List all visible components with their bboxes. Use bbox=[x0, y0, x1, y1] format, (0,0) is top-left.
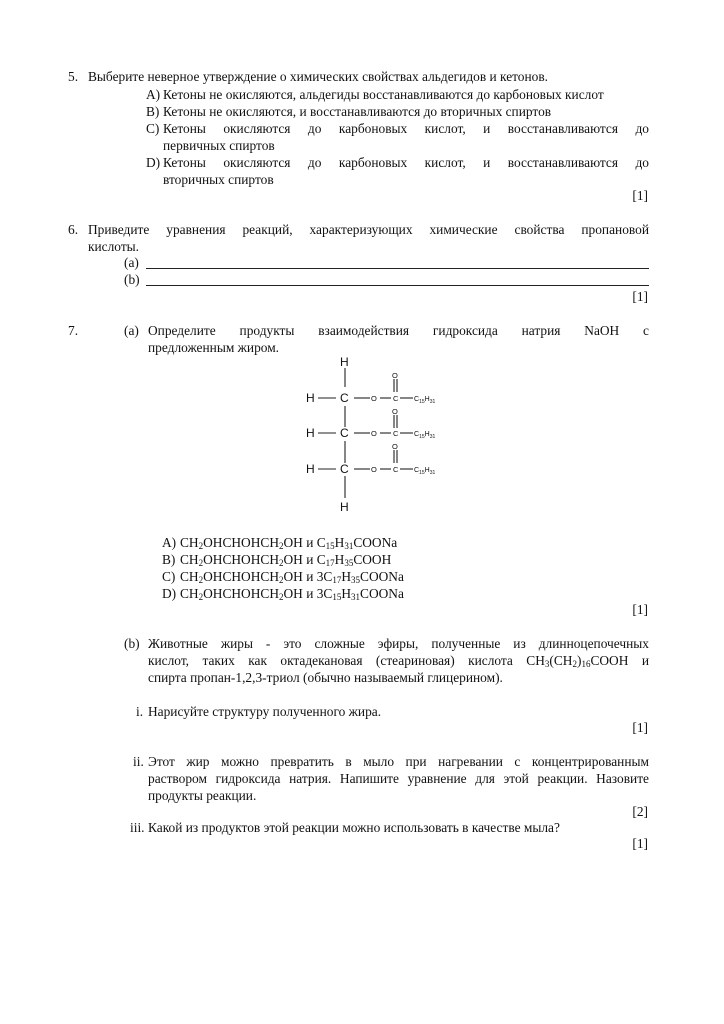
q6-line1: Приведите уравнения реакций, характеризующих химические свойства пропановой bbox=[88, 222, 649, 237]
atom-c-carbonyl-1: C bbox=[393, 394, 399, 403]
atom-c-carbonyl-3: C bbox=[393, 465, 399, 474]
q7b-iii-text: Какой из продуктов этой реакции можно использовать в качестве мыла? bbox=[148, 820, 560, 835]
q7a-option-a-text: $CH_2OHCHOHCH_2OH$ и $C_{15}H_{31}COONa$ bbox=[180, 535, 398, 551]
q7a-mark: [1] bbox=[632, 602, 648, 617]
q6-part-a-answer-line[interactable] bbox=[146, 268, 649, 269]
q5-mark: [1] bbox=[632, 188, 648, 203]
q5-number: 5. bbox=[68, 69, 79, 84]
q7a-option-b-text: $CH_2OHCHOHCH_2OH$ и $C_{17}H_{35}COOH$ bbox=[180, 552, 392, 568]
q7a-label: (a) bbox=[124, 323, 139, 338]
q6-line2: кислоты. bbox=[88, 239, 140, 254]
atom-c-1: C bbox=[340, 391, 349, 405]
q7b-ii-number: ii. bbox=[133, 754, 144, 769]
q7b-line1: Животные жиры - это сложные эфиры, полученные из длинноцепочечных bbox=[148, 636, 649, 651]
q7a-option-c-text: $CH_2OHCHOHCH_2OH$ и $3C_{17}H_{35}COONa$ bbox=[180, 569, 404, 585]
q7b-label: (b) bbox=[124, 636, 140, 651]
q7b-ii-mark: [2] bbox=[632, 804, 648, 819]
atom-o-ester-1: O bbox=[371, 394, 377, 403]
atom-c-carbonyl-2: C bbox=[393, 429, 399, 438]
q7a-option-b-letter: B) bbox=[162, 552, 176, 567]
atom-h-bottom: H bbox=[340, 500, 349, 514]
chain-2: $C_{15}H_{31}$ bbox=[414, 431, 436, 440]
q7a-line2: предложенным жиром. bbox=[148, 340, 280, 355]
q5-option-a-text: Кетоны не окисляются, альдегиды восстанавливаются до карбоновых кислот bbox=[163, 87, 604, 102]
chain-1: $C_{15}H_{31}$ bbox=[414, 396, 436, 405]
q7a-option-d-letter: D) bbox=[162, 586, 177, 601]
atom-o-carbonyl-2: O bbox=[392, 407, 398, 416]
q5-option-b-letter: B) bbox=[146, 104, 160, 119]
q6-part-b-label: (b) bbox=[124, 272, 140, 287]
q7b-iii-mark: [1] bbox=[632, 836, 648, 851]
atom-h-left-3: H bbox=[306, 462, 315, 476]
atom-o-ester-3: O bbox=[371, 465, 377, 474]
q7b-ii-line3: продукты реакции. bbox=[148, 788, 257, 803]
atom-o-ester-2: O bbox=[371, 429, 377, 438]
q5-option-c-line1: Кетоны окисляются до карбоновых кислот, и восстанавливаются до bbox=[163, 121, 649, 136]
atom-c-3: C bbox=[340, 462, 349, 476]
q7-number: 7. bbox=[68, 323, 79, 338]
q7b-line3: спирта пропан-1,2,3-триол (обычно называемый глицерином). bbox=[148, 670, 503, 685]
q5-option-c-line2: первичных спиртов bbox=[163, 138, 275, 153]
atom-h-left-1: H bbox=[306, 391, 315, 405]
q7b-line2: кислот, таких как октадекановая (стеариновая) кислота $CH_3(CH_2)_{16}COOH$ и bbox=[148, 653, 649, 669]
atom-h-top: H bbox=[340, 355, 349, 369]
q7b-i-text: Нарисуйте структуру полученного жира. bbox=[148, 704, 382, 719]
q7a-option-c-letter: C) bbox=[162, 569, 176, 584]
q5-option-c-letter: C) bbox=[146, 121, 160, 136]
q5-option-d-line2: вторичных спиртов bbox=[163, 172, 274, 187]
q5-option-b-text: Кетоны не окисляются, и восстанавливаются до вторичных спиртов bbox=[163, 104, 552, 119]
q6-part-a-label: (a) bbox=[124, 255, 139, 270]
atom-o-carbonyl-3: O bbox=[392, 442, 398, 451]
atom-o-carbonyl-1: O bbox=[392, 371, 398, 380]
atom-h-left-2: H bbox=[306, 426, 315, 440]
q5-text: Выберите неверное утверждение о химических свойствах альдегидов и кетонов. bbox=[88, 69, 549, 84]
q7b-i-number: i. bbox=[136, 704, 144, 719]
q5-option-a-letter: A) bbox=[146, 87, 161, 102]
q7b-ii-line1: Этот жир можно превратить в мыло при нагревании с концентрированным bbox=[148, 754, 649, 769]
q6-part-b-answer-line[interactable] bbox=[146, 285, 649, 286]
atom-c-2: C bbox=[340, 426, 349, 440]
q7b-i-mark: [1] bbox=[632, 720, 648, 735]
q5-option-d-letter: D) bbox=[146, 155, 161, 170]
q7a-line1: Определите продукты взаимодействия гидроксида натрия NaOH с bbox=[148, 323, 649, 338]
q7a-option-d-text: $CH_2OHCHOHCH_2OH$ и $3C_{15}H_{31}COONa$ bbox=[180, 586, 404, 602]
chain-3: $C_{15}H_{31}$ bbox=[414, 467, 436, 476]
q5-option-d-line1: Кетоны окисляются до карбоновых кислот, и восстанавливаются до bbox=[163, 155, 649, 170]
q7b-iii-number: iii. bbox=[130, 820, 145, 835]
q7a-option-a-letter: A) bbox=[162, 535, 177, 550]
q6-number: 6. bbox=[68, 222, 79, 237]
q7b-ii-line2: раствором гидроксида натрия. Напишите уравнение для этой реакции. Назовите bbox=[148, 771, 649, 786]
q6-mark: [1] bbox=[632, 289, 648, 304]
